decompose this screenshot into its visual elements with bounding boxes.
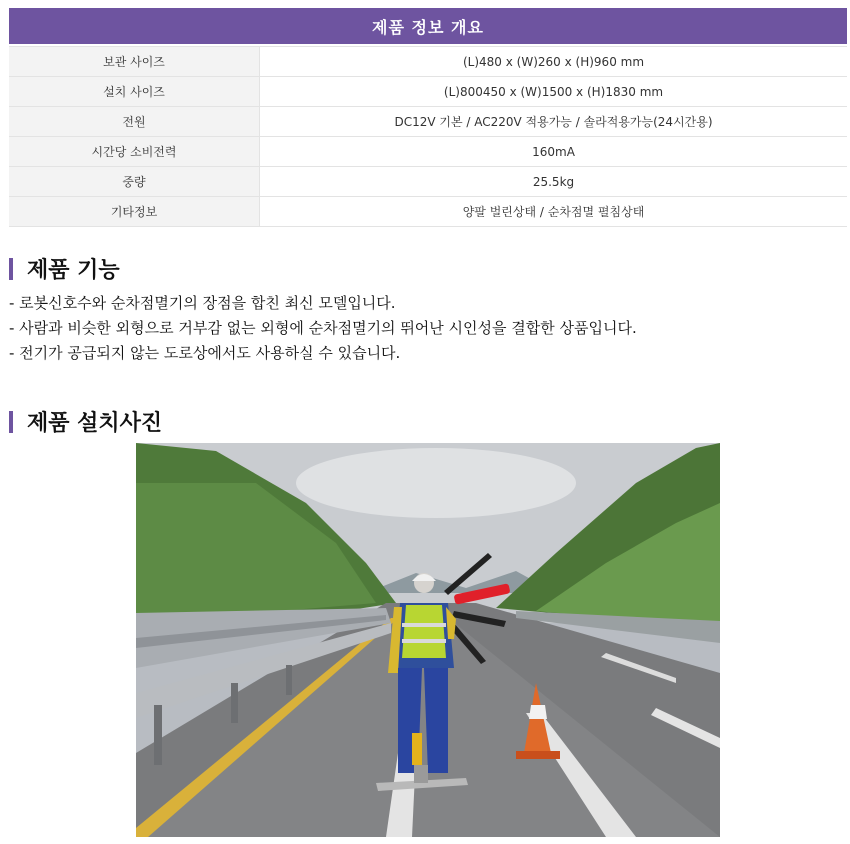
photo-title: 제품 설치사진 [27,411,163,436]
spec-label-install-size: 설치 사이즈 [9,77,260,107]
feature-list [9,291,637,366]
table-row [9,47,847,77]
list-item: - 로봇신호수와 순차점멸기의 장점을 합친 최신 모델입니다. [9,294,396,312]
list-item: - 사람과 비슷한 외형으로 거부감 없는 외형에 순차점멸기의 뛰어난 시인성을 결합한 상품입니다. [9,319,637,337]
features-title: 제품 기능 [27,258,120,283]
table-row [9,107,847,137]
heading-accent-bar [9,411,13,433]
spec-label-storage-size: 보관 사이즈 [9,47,260,77]
features-heading [9,253,120,284]
spec-value-consumption: 160mA [260,137,848,167]
spec-label-other-info: 기타정보 [9,197,260,227]
spec-table-header: 제품 정보 개요 [9,8,847,44]
spec-value-install-size: (L)800450 x (W)1500 x (H)1830 mm [260,77,848,107]
installation-photo [136,443,720,837]
spec-label-consumption: 시간당 소비전력 [9,137,260,167]
photo-heading [9,406,162,437]
spec-value-weight: 25.5kg [260,167,848,197]
table-row [9,197,847,227]
heading-accent-bar [9,258,13,280]
spec-value-other-info: 양팔 벌린상태 / 순차점멸 펼침상태 [260,197,848,227]
table-row [9,77,847,107]
spec-table [9,46,847,227]
table-row [9,167,847,197]
table-row [9,137,847,167]
spec-label-power: 전원 [9,107,260,137]
spec-label-weight: 중량 [9,167,260,197]
list-item: - 전기가 공급되지 않는 도로상에서도 사용하실 수 있습니다. [9,344,401,362]
spec-value-power: DC12V 기본 / AC220V 적용가능 / 솔라적용가능(24시간용) [260,107,848,137]
spec-value-storage-size: (L)480 x (W)260 x (H)960 mm [260,47,848,77]
